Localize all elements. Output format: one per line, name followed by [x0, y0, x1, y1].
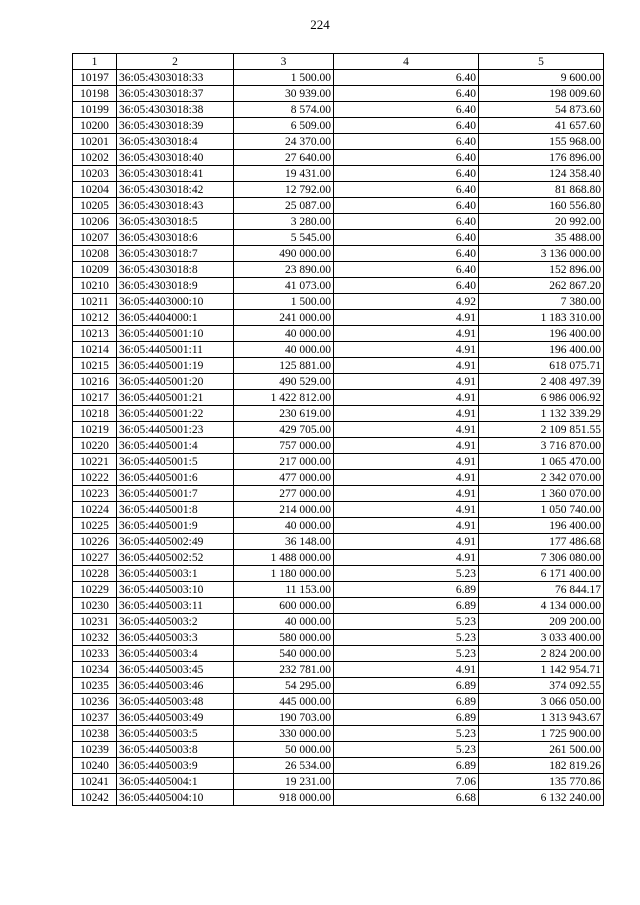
cell-rate: 6.68 [334, 790, 479, 806]
cell-cadastral-number: 36:05:4405003:4 [117, 646, 234, 662]
cell-cadastral-number: 36:05:4303018:4 [117, 134, 234, 150]
cell-rate: 4.91 [334, 422, 479, 438]
cell-area: 217 000.00 [234, 454, 334, 470]
cell-value: 76 844.17 [479, 582, 604, 598]
table-row [73, 390, 604, 406]
table-row [73, 438, 604, 454]
table-row [73, 534, 604, 550]
cell-row-number: 10234 [73, 662, 117, 678]
cell-value: 2 342 070.00 [479, 470, 604, 486]
cell-cadastral-number: 36:05:4405001:11 [117, 342, 234, 358]
cell-cadastral-number: 36:05:4405003:3 [117, 630, 234, 646]
table-row [73, 646, 604, 662]
cell-rate: 4.91 [334, 502, 479, 518]
cell-rate: 6.40 [334, 86, 479, 102]
cell-row-number: 10201 [73, 134, 117, 150]
cell-area: 277 000.00 [234, 486, 334, 502]
cell-rate: 6.40 [334, 246, 479, 262]
cell-row-number: 10230 [73, 598, 117, 614]
cell-area: 23 890.00 [234, 262, 334, 278]
cell-value: 196 400.00 [479, 518, 604, 534]
cell-cadastral-number: 36:05:4405003:48 [117, 694, 234, 710]
cadastral-value-table [72, 53, 604, 806]
cell-area: 230 619.00 [234, 406, 334, 422]
cell-rate: 6.40 [334, 262, 479, 278]
cell-value: 374 092.55 [479, 678, 604, 694]
cell-area: 125 881.00 [234, 358, 334, 374]
cell-rate: 6.89 [334, 710, 479, 726]
table-row [73, 758, 604, 774]
cell-area: 11 153.00 [234, 582, 334, 598]
cell-row-number: 10233 [73, 646, 117, 662]
cell-area: 918 000.00 [234, 790, 334, 806]
cell-cadastral-number: 36:05:4405001:10 [117, 326, 234, 342]
cell-area: 757 000.00 [234, 438, 334, 454]
cell-cadastral-number: 36:05:4405001:19 [117, 358, 234, 374]
cell-row-number: 10223 [73, 486, 117, 502]
cell-value: 209 200.00 [479, 614, 604, 630]
cell-cadastral-number: 36:05:4403000:10 [117, 294, 234, 310]
cell-area: 477 000.00 [234, 470, 334, 486]
cell-rate: 4.91 [334, 342, 479, 358]
table-row [73, 710, 604, 726]
table-row [73, 550, 604, 566]
cell-rate: 4.91 [334, 454, 479, 470]
cell-value: 176 896.00 [479, 150, 604, 166]
cell-area: 1 488 000.00 [234, 550, 334, 566]
cell-rate: 4.91 [334, 390, 479, 406]
cell-rate: 6.40 [334, 182, 479, 198]
cell-value: 6 986 006.92 [479, 390, 604, 406]
cell-cadastral-number: 36:05:4405003:5 [117, 726, 234, 742]
table-row [73, 598, 604, 614]
cell-value: 3 033 400.00 [479, 630, 604, 646]
table-row [73, 790, 604, 806]
cell-value: 2 109 851.55 [479, 422, 604, 438]
cell-area: 580 000.00 [234, 630, 334, 646]
cell-area: 5 545.00 [234, 230, 334, 246]
cell-area: 1 422 812.00 [234, 390, 334, 406]
cell-value: 1 132 339.29 [479, 406, 604, 422]
cell-value: 1 360 070.00 [479, 486, 604, 502]
cell-rate: 6.89 [334, 678, 479, 694]
cell-cadastral-number: 36:05:4303018:39 [117, 118, 234, 134]
cell-area: 40 000.00 [234, 518, 334, 534]
cell-area: 490 529.00 [234, 374, 334, 390]
cell-row-number: 10200 [73, 118, 117, 134]
table-row [73, 166, 604, 182]
cell-cadastral-number: 36:05:4405001:23 [117, 422, 234, 438]
cell-row-number: 10238 [73, 726, 117, 742]
table-row [73, 262, 604, 278]
table-row [73, 134, 604, 150]
cell-value: 3 066 050.00 [479, 694, 604, 710]
cell-cadastral-number: 36:05:4303018:40 [117, 150, 234, 166]
cell-cadastral-number: 36:05:4404000:1 [117, 310, 234, 326]
cell-area: 40 000.00 [234, 326, 334, 342]
cell-row-number: 10219 [73, 422, 117, 438]
cell-cadastral-number: 36:05:4405004:10 [117, 790, 234, 806]
cell-value: 177 486.68 [479, 534, 604, 550]
column-header-4: 4 [334, 54, 479, 70]
cell-area: 27 640.00 [234, 150, 334, 166]
cell-cadastral-number: 36:05:4303018:38 [117, 102, 234, 118]
cell-value: 1 725 900.00 [479, 726, 604, 742]
table-row [73, 198, 604, 214]
table-row [73, 102, 604, 118]
cell-cadastral-number: 36:05:4405003:2 [117, 614, 234, 630]
cell-value: 160 556.80 [479, 198, 604, 214]
cell-row-number: 10198 [73, 86, 117, 102]
cell-value: 1 313 943.67 [479, 710, 604, 726]
table-row [73, 70, 604, 86]
cell-row-number: 10197 [73, 70, 117, 86]
cell-value: 135 770.86 [479, 774, 604, 790]
cell-rate: 5.23 [334, 726, 479, 742]
cell-value: 3 136 000.00 [479, 246, 604, 262]
cell-cadastral-number: 36:05:4303018:42 [117, 182, 234, 198]
cell-rate: 4.91 [334, 534, 479, 550]
cell-row-number: 10228 [73, 566, 117, 582]
table-row [73, 214, 604, 230]
cell-value: 7 306 080.00 [479, 550, 604, 566]
cell-value: 1 142 954.71 [479, 662, 604, 678]
table-row [73, 726, 604, 742]
cell-value: 1 050 740.00 [479, 502, 604, 518]
cell-cadastral-number: 36:05:4405003:9 [117, 758, 234, 774]
cell-area: 1 180 000.00 [234, 566, 334, 582]
cell-rate: 6.40 [334, 118, 479, 134]
cell-row-number: 10216 [73, 374, 117, 390]
cell-cadastral-number: 36:05:4405003:10 [117, 582, 234, 598]
cell-cadastral-number: 36:05:4303018:7 [117, 246, 234, 262]
cell-cadastral-number: 36:05:4303018:6 [117, 230, 234, 246]
cell-area: 330 000.00 [234, 726, 334, 742]
cell-area: 19 231.00 [234, 774, 334, 790]
cell-rate: 6.40 [334, 278, 479, 294]
cell-cadastral-number: 36:05:4303018:5 [117, 214, 234, 230]
cell-row-number: 10242 [73, 790, 117, 806]
cell-area: 214 000.00 [234, 502, 334, 518]
cell-rate: 4.91 [334, 550, 479, 566]
cell-cadastral-number: 36:05:4405004:1 [117, 774, 234, 790]
cell-row-number: 10226 [73, 534, 117, 550]
cell-row-number: 10236 [73, 694, 117, 710]
table-row [73, 630, 604, 646]
cell-value: 4 134 000.00 [479, 598, 604, 614]
cell-area: 540 000.00 [234, 646, 334, 662]
cell-cadastral-number: 36:05:4303018:9 [117, 278, 234, 294]
cell-rate: 6.40 [334, 134, 479, 150]
column-header-3: 3 [234, 54, 334, 70]
cell-value: 41 657.60 [479, 118, 604, 134]
cell-cadastral-number: 36:05:4405001:5 [117, 454, 234, 470]
cell-row-number: 10229 [73, 582, 117, 598]
table-row [73, 374, 604, 390]
cell-row-number: 10232 [73, 630, 117, 646]
table-row [73, 694, 604, 710]
cell-area: 25 087.00 [234, 198, 334, 214]
cell-cadastral-number: 36:05:4405002:49 [117, 534, 234, 550]
table-row [73, 742, 604, 758]
table-row [73, 566, 604, 582]
cell-value: 261 500.00 [479, 742, 604, 758]
cell-rate: 4.91 [334, 358, 479, 374]
table-row [73, 246, 604, 262]
cell-value: 152 896.00 [479, 262, 604, 278]
cell-rate: 7.06 [334, 774, 479, 790]
cell-rate: 5.23 [334, 566, 479, 582]
cell-cadastral-number: 36:05:4303018:33 [117, 70, 234, 86]
cell-value: 155 968.00 [479, 134, 604, 150]
cell-cadastral-number: 36:05:4405001:7 [117, 486, 234, 502]
cell-area: 54 295.00 [234, 678, 334, 694]
cell-area: 6 509.00 [234, 118, 334, 134]
cell-cadastral-number: 36:05:4405001:4 [117, 438, 234, 454]
table-row [73, 422, 604, 438]
table-row [73, 614, 604, 630]
cell-rate: 4.91 [334, 486, 479, 502]
cell-rate: 4.91 [334, 374, 479, 390]
cell-rate: 6.40 [334, 230, 479, 246]
table-row [73, 678, 604, 694]
cell-row-number: 10202 [73, 150, 117, 166]
cell-cadastral-number: 36:05:4303018:43 [117, 198, 234, 214]
cell-row-number: 10221 [73, 454, 117, 470]
cell-rate: 4.91 [334, 406, 479, 422]
cell-row-number: 10213 [73, 326, 117, 342]
cell-cadastral-number: 36:05:4303018:41 [117, 166, 234, 182]
table-row [73, 774, 604, 790]
cell-area: 19 431.00 [234, 166, 334, 182]
table-row [73, 182, 604, 198]
cell-area: 241 000.00 [234, 310, 334, 326]
cell-row-number: 10220 [73, 438, 117, 454]
cell-row-number: 10210 [73, 278, 117, 294]
cell-value: 1 183 310.00 [479, 310, 604, 326]
column-header-2: 2 [117, 54, 234, 70]
cell-rate: 6.89 [334, 598, 479, 614]
table-row [73, 278, 604, 294]
cell-row-number: 10237 [73, 710, 117, 726]
cell-value: 6 132 240.00 [479, 790, 604, 806]
table-row [73, 486, 604, 502]
cell-area: 30 939.00 [234, 86, 334, 102]
cell-cadastral-number: 36:05:4405003:11 [117, 598, 234, 614]
cell-value: 2 824 200.00 [479, 646, 604, 662]
cell-area: 1 500.00 [234, 294, 334, 310]
cell-rate: 4.92 [334, 294, 479, 310]
cell-row-number: 10225 [73, 518, 117, 534]
cell-area: 26 534.00 [234, 758, 334, 774]
cell-cadastral-number: 36:05:4303018:37 [117, 86, 234, 102]
cell-rate: 5.23 [334, 742, 479, 758]
cell-rate: 6.89 [334, 758, 479, 774]
table-row [73, 326, 604, 342]
cell-cadastral-number: 36:05:4405001:9 [117, 518, 234, 534]
cell-row-number: 10211 [73, 294, 117, 310]
cell-row-number: 10209 [73, 262, 117, 278]
cell-rate: 5.23 [334, 614, 479, 630]
cell-area: 490 000.00 [234, 246, 334, 262]
cell-rate: 6.40 [334, 150, 479, 166]
page-number: 224 [310, 17, 330, 32]
cell-row-number: 10222 [73, 470, 117, 486]
cell-cadastral-number: 36:05:4405003:46 [117, 678, 234, 694]
column-header-5: 5 [479, 54, 604, 70]
cell-row-number: 10231 [73, 614, 117, 630]
cell-cadastral-number: 36:05:4405003:1 [117, 566, 234, 582]
cell-rate: 6.89 [334, 582, 479, 598]
cell-area: 40 000.00 [234, 342, 334, 358]
cell-cadastral-number: 36:05:4405001:6 [117, 470, 234, 486]
cell-value: 81 868.80 [479, 182, 604, 198]
cell-value: 196 400.00 [479, 326, 604, 342]
table-row [73, 502, 604, 518]
cell-area: 41 073.00 [234, 278, 334, 294]
cell-row-number: 10214 [73, 342, 117, 358]
cell-cadastral-number: 36:05:4405001:8 [117, 502, 234, 518]
cell-rate: 6.40 [334, 214, 479, 230]
cell-area: 36 148.00 [234, 534, 334, 550]
cell-row-number: 10203 [73, 166, 117, 182]
cell-row-number: 10227 [73, 550, 117, 566]
cell-area: 50 000.00 [234, 742, 334, 758]
cell-row-number: 10204 [73, 182, 117, 198]
cell-value: 196 400.00 [479, 342, 604, 358]
cell-area: 24 370.00 [234, 134, 334, 150]
table-row [73, 406, 604, 422]
cell-row-number: 10239 [73, 742, 117, 758]
cell-value: 35 488.00 [479, 230, 604, 246]
cell-value: 9 600.00 [479, 70, 604, 86]
cell-value: 2 408 497.39 [479, 374, 604, 390]
cell-value: 1 065 470.00 [479, 454, 604, 470]
table-row [73, 150, 604, 166]
cell-rate: 6.40 [334, 166, 479, 182]
cell-rate: 6.40 [334, 198, 479, 214]
cell-cadastral-number: 36:05:4303018:8 [117, 262, 234, 278]
cell-value: 618 075.71 [479, 358, 604, 374]
table-header-row [73, 54, 604, 70]
cell-rate: 5.23 [334, 646, 479, 662]
table-row [73, 86, 604, 102]
cell-row-number: 10215 [73, 358, 117, 374]
table-body [73, 70, 604, 806]
cell-rate: 4.91 [334, 326, 479, 342]
cell-row-number: 10208 [73, 246, 117, 262]
cell-value: 20 992.00 [479, 214, 604, 230]
table-row [73, 230, 604, 246]
cell-row-number: 10205 [73, 198, 117, 214]
cell-cadastral-number: 36:05:4405002:52 [117, 550, 234, 566]
table-row [73, 294, 604, 310]
cell-value: 124 358.40 [479, 166, 604, 182]
table-row [73, 358, 604, 374]
cell-area: 445 000.00 [234, 694, 334, 710]
cell-rate: 5.23 [334, 630, 479, 646]
cell-area: 600 000.00 [234, 598, 334, 614]
cell-area: 190 703.00 [234, 710, 334, 726]
table-row [73, 518, 604, 534]
cell-cadastral-number: 36:05:4405003:8 [117, 742, 234, 758]
cell-value: 6 171 400.00 [479, 566, 604, 582]
cell-area: 429 705.00 [234, 422, 334, 438]
cell-rate: 4.91 [334, 470, 479, 486]
cell-cadastral-number: 36:05:4405003:45 [117, 662, 234, 678]
cell-value: 54 873.60 [479, 102, 604, 118]
cell-cadastral-number: 36:05:4405001:21 [117, 390, 234, 406]
cell-area: 232 781.00 [234, 662, 334, 678]
cell-cadastral-number: 36:05:4405003:49 [117, 710, 234, 726]
cell-row-number: 10240 [73, 758, 117, 774]
cell-value: 3 716 870.00 [479, 438, 604, 454]
cell-area: 40 000.00 [234, 614, 334, 630]
cell-value: 198 009.60 [479, 86, 604, 102]
cell-rate: 6.40 [334, 70, 479, 86]
cell-value: 262 867.20 [479, 278, 604, 294]
table-row [73, 310, 604, 326]
cell-rate: 4.91 [334, 310, 479, 326]
table-row [73, 342, 604, 358]
cell-row-number: 10241 [73, 774, 117, 790]
cell-row-number: 10224 [73, 502, 117, 518]
cell-cadastral-number: 36:05:4405001:20 [117, 374, 234, 390]
table-row [73, 582, 604, 598]
cell-area: 1 500.00 [234, 70, 334, 86]
cell-row-number: 10199 [73, 102, 117, 118]
cell-rate: 4.91 [334, 438, 479, 454]
cell-row-number: 10217 [73, 390, 117, 406]
table-row [73, 454, 604, 470]
cell-rate: 6.40 [334, 102, 479, 118]
cell-row-number: 10218 [73, 406, 117, 422]
cell-rate: 6.89 [334, 694, 479, 710]
cell-area: 12 792.00 [234, 182, 334, 198]
cell-rate: 4.91 [334, 662, 479, 678]
column-header-1: 1 [73, 54, 117, 70]
table-row [73, 662, 604, 678]
cell-row-number: 10235 [73, 678, 117, 694]
cell-cadastral-number: 36:05:4405001:22 [117, 406, 234, 422]
table-row [73, 118, 604, 134]
cell-rate: 4.91 [334, 518, 479, 534]
cell-value: 7 380.00 [479, 294, 604, 310]
cell-row-number: 10212 [73, 310, 117, 326]
cell-value: 182 819.26 [479, 758, 604, 774]
table-row [73, 470, 604, 486]
cell-area: 3 280.00 [234, 214, 334, 230]
cell-row-number: 10206 [73, 214, 117, 230]
cell-area: 8 574.00 [234, 102, 334, 118]
cell-row-number: 10207 [73, 230, 117, 246]
